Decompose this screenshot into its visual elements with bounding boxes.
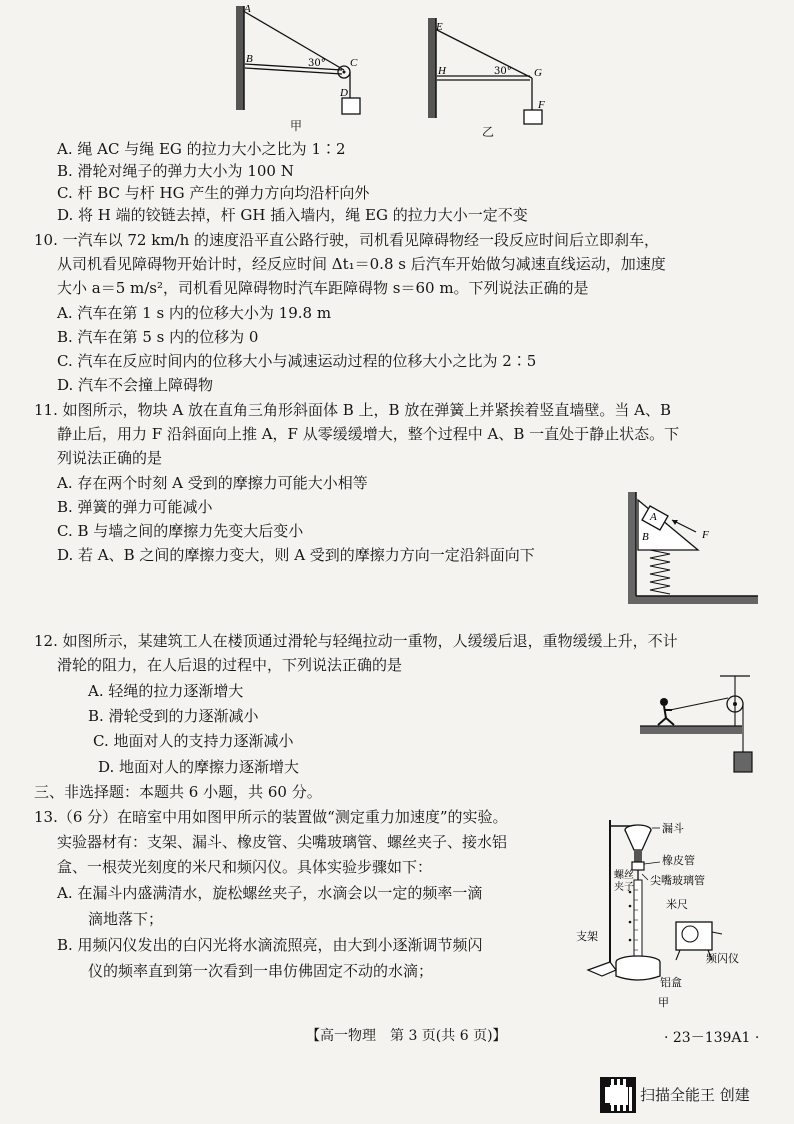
q12-option-c: C. 地面对人的支持力逐渐减小 bbox=[93, 732, 294, 750]
scanner-watermark: 扫描全能王 创建 bbox=[640, 1086, 750, 1104]
q10-option-d: D. 汽车不会撞上障碍物 bbox=[57, 376, 214, 394]
q11-stem-line1: 11. 如图所示，物块 A 放在直角三角形斜面体 B 上，B 放在弹簧上并紧挨着竖直墙壁。当 A、B bbox=[34, 401, 671, 419]
q13-step-b-line1: B. 用频闪仪发出的白闪光将水滴流照亮，由大到小逐渐调节频闪 bbox=[57, 936, 483, 954]
q10-option-a: A. 汽车在第 1 s 内的位移大小为 19.8 m bbox=[57, 304, 332, 322]
label-box: 铝盒 bbox=[660, 976, 682, 989]
q13-step-a-line2: 滴地落下； bbox=[88, 910, 164, 928]
q12-stem-line1: 12. 如图所示，某建筑工人在楼顶通过滑轮与轻绳拉动一重物，人缓缓后退，重物缓缓上升，不计 bbox=[34, 632, 678, 650]
figure-q12-pulley bbox=[640, 672, 760, 776]
label-H: H bbox=[438, 65, 446, 77]
q11-option-d: D. 若 A、B 之间的摩擦力变大，则 A 受到的摩擦力方向一定沿斜面向下 bbox=[57, 546, 535, 564]
q11-stem-line3: 列说法正确的是 bbox=[57, 449, 163, 467]
figure-yi-caption: 乙 bbox=[482, 125, 495, 139]
label-D: D bbox=[340, 87, 348, 99]
figure-q13-apparatus bbox=[572, 810, 772, 1016]
page-footer: 【高一物理 第 3 页(共 6 页)】 bbox=[306, 1028, 507, 1044]
figure-jia-caption: 甲 bbox=[290, 119, 303, 133]
q9-option-d: D. 将 H 端的铰链去掉，杆 GH 插入墙内，绳 EG 的拉力大小一定不变 bbox=[57, 206, 528, 224]
q11-option-b: B. 弹簧的弹力可能减小 bbox=[57, 498, 213, 516]
label-C: C bbox=[350, 57, 358, 69]
angle-label: 30° bbox=[494, 66, 512, 77]
q13-stem-line1: 13.（6 分）在暗室中用如图甲所示的装置做“测定重力加速度”的实验。 bbox=[34, 808, 508, 826]
label-G: G bbox=[534, 67, 542, 79]
figure-q11-incline bbox=[622, 488, 762, 610]
q13-step-b-line2: 仪的频率直到第一次看到一串仿佛固定不动的水滴； bbox=[88, 962, 434, 980]
q10-stem-line3: 大小 a＝5 m/s²，司机看见障碍物时汽车距障碍物 s＝60 m。下列说法正确的是 bbox=[57, 279, 589, 297]
label-F: F bbox=[702, 529, 709, 541]
label-strobe: 频闪仪 bbox=[706, 952, 739, 965]
label-E: E bbox=[436, 21, 443, 33]
q12-option-a: A. 轻绳的拉力逐渐增大 bbox=[88, 682, 244, 700]
q11-stem-line2: 静止后，用力 F 沿斜面向上推 A，F 从零缓缓增大，整个过程中 A、B 一直处于静止状态。下 bbox=[57, 425, 680, 443]
label-A: A bbox=[650, 511, 657, 523]
q9-option-a: A. 绳 AC 与绳 EG 的拉力大小之比为 1∶2 bbox=[57, 140, 346, 158]
label-stand: 支架 bbox=[576, 930, 598, 943]
angle-label: 30° bbox=[308, 58, 326, 69]
section-heading: 三、非选择题：本题共 6 小题，共 60 分。 bbox=[34, 783, 322, 801]
q9-option-b: B. 滑轮对绳子的弹力大小为 100 N bbox=[57, 162, 294, 180]
q13-step-a-line1: A. 在漏斗内盛满清水，旋松螺丝夹子，水滴会以一定的频率一滴 bbox=[57, 884, 483, 902]
q10-option-c: C. 汽车在反应时间内的位移大小与减速运动过程的位移大小之比为 2∶5 bbox=[57, 352, 537, 370]
figure-yi bbox=[420, 10, 560, 128]
q12-option-b: B. 滑轮受到的力逐渐减小 bbox=[88, 707, 259, 725]
exam-code: · 23－139A1 · bbox=[664, 1030, 760, 1046]
q13-stem-line2: 实验器材有：支架、漏斗、橡皮管、尖嘴玻璃管、螺丝夹子、接水铝 bbox=[57, 833, 508, 851]
q11-option-a: A. 存在两个时刻 A 受到的摩擦力可能大小相等 bbox=[57, 474, 368, 492]
q13-stem-line3: 盒、一根荧光刻度的米尺和频闪仪。具体实验步骤如下： bbox=[57, 858, 433, 876]
q11-option-c: C. B 与墙之间的摩擦力先变大后变小 bbox=[57, 522, 304, 540]
qr-code-icon bbox=[600, 1077, 636, 1113]
figure-jia bbox=[228, 0, 378, 128]
label-clamp: 夹子 bbox=[614, 882, 634, 893]
label-glass-tube: 尖嘴玻璃管 bbox=[650, 874, 705, 887]
q10-option-b: B. 汽车在第 5 s 内的位移为 0 bbox=[57, 328, 259, 346]
figure-caption: 甲 bbox=[658, 996, 669, 1009]
label-B: B bbox=[642, 531, 649, 543]
q10-stem-line1: 10. 一汽车以 72 km/h 的速度沿平直公路行驶，司机看见障碍物经一段反应时间后立即刹车， bbox=[34, 231, 660, 249]
q12-stem-line2: 滑轮的阻力，在人后退的过程中，下列说法正确的是 bbox=[57, 656, 403, 674]
label-A: A bbox=[244, 3, 251, 15]
label-F: F bbox=[538, 99, 545, 111]
q9-option-c: C. 杆 BC 与杆 HG 产生的弹力方向均沿杆向外 bbox=[57, 184, 370, 202]
label-rubber-tube: 橡皮管 bbox=[662, 854, 695, 867]
label-ruler: 米尺 bbox=[666, 898, 688, 911]
q10-stem-line2: 从司机看见障碍物开始计时，经反应时间 Δt₁＝0.8 s 后汽车开始做匀减速直线运动，加速度 bbox=[57, 255, 666, 273]
label-screw: 螺丝 bbox=[614, 870, 634, 881]
label-funnel: 漏斗 bbox=[662, 822, 684, 835]
q12-option-d: D. 地面对人的摩擦力逐渐增大 bbox=[98, 758, 300, 776]
label-B: B bbox=[246, 53, 253, 65]
